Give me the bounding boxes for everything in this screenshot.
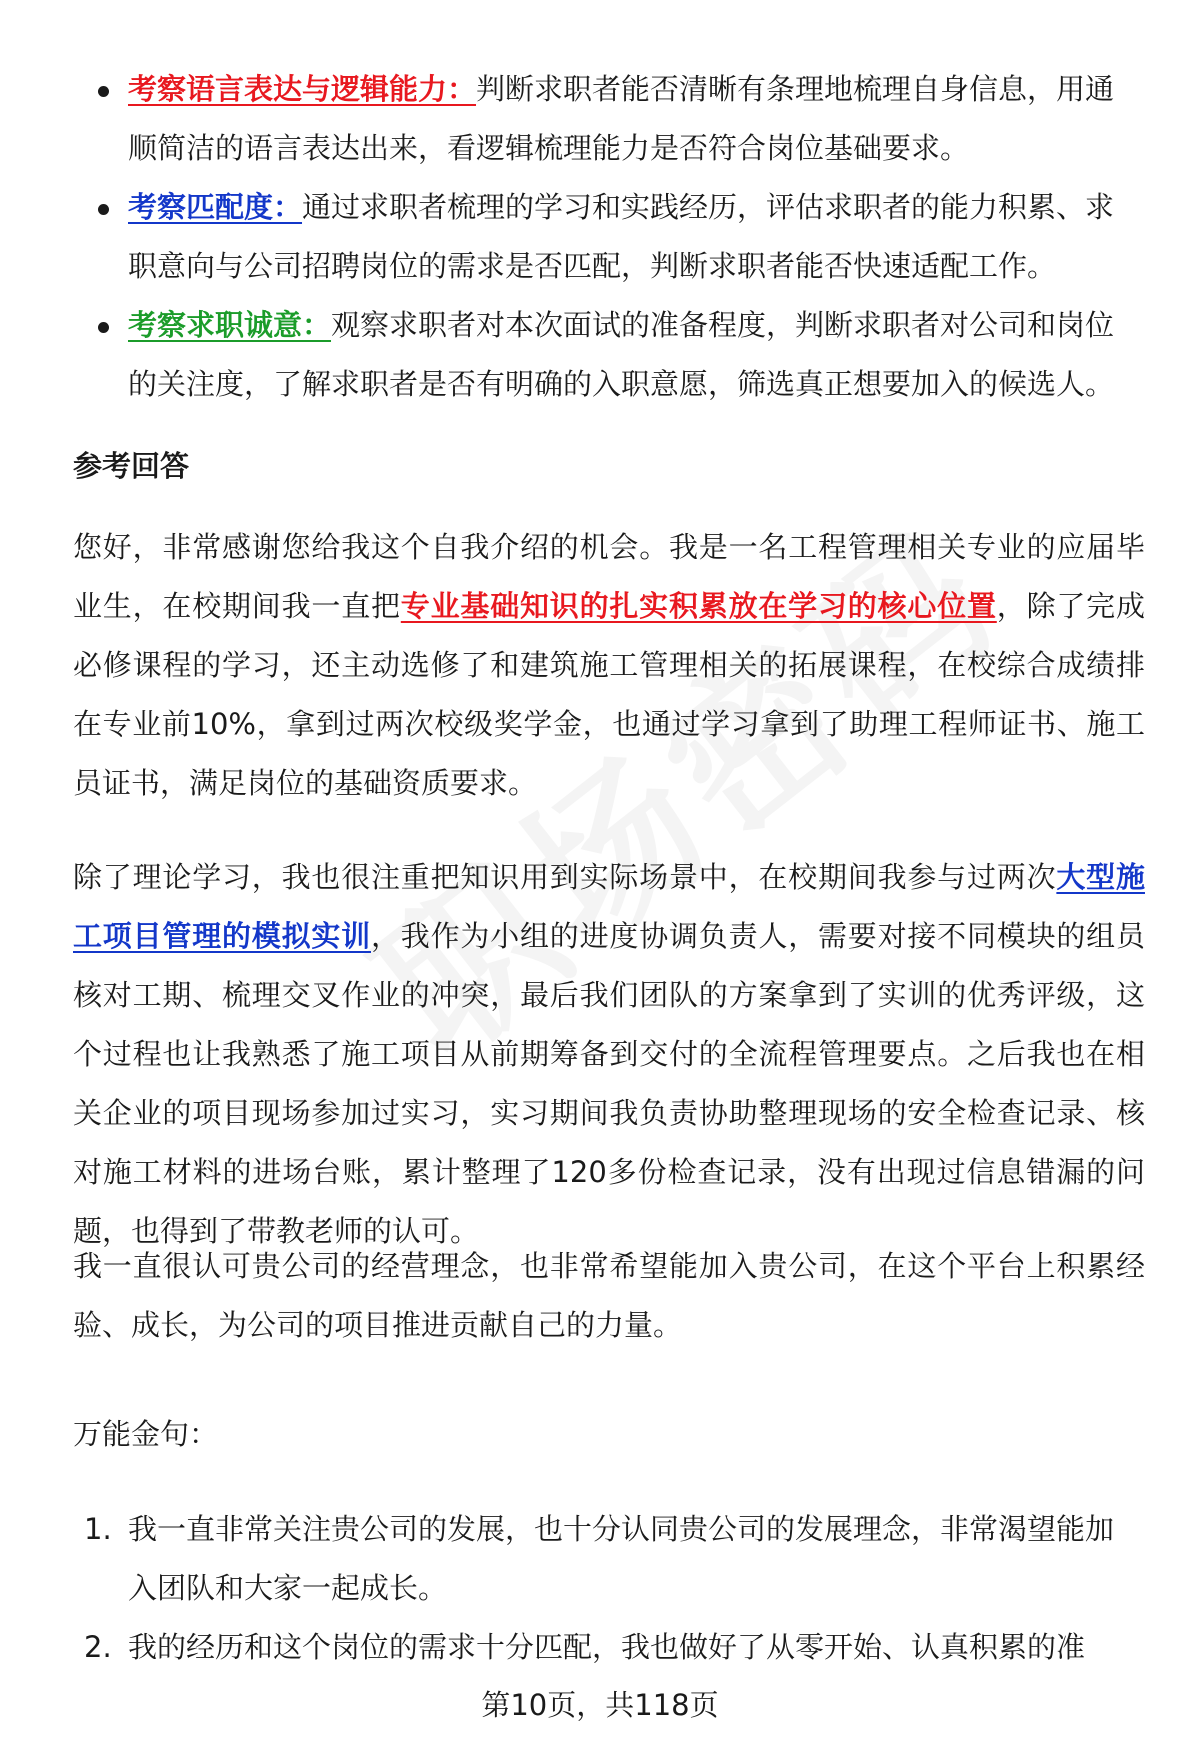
bullet-label: 考察匹配度： (128, 190, 303, 224)
bullet-label: 考察语言表达与逻辑能力： (128, 72, 477, 106)
evaluation-points-list (0, 60, 1200, 414)
golden-sentences-list (0, 1500, 1200, 1677)
page-number: 第10页，共118页 (481, 1688, 719, 1722)
highlight-text: 大型施工项目管理的模拟实训 (73, 860, 1145, 953)
item-text: 我的经历和这个岗位的需求十分匹配，我也做好了从零开始、认真积累的准 (128, 1630, 1086, 1664)
bullet-text: 判断求职者能否清晰有条理地梳理自身信息，用通顺简洁的语言表达出来，看逻辑梳理能力是否符合岗位基础要求。 (128, 72, 1115, 165)
paragraph-text: 您好，非常感谢您给我这个自我介绍的机会。我是一名工程管理相关专业的应届毕业生，在校期间我一直把 (73, 530, 1145, 623)
paragraph-text: ，我作为小组的进度协调负责人，需要对接不同模块的组员核对工期、梳理交叉作业的冲突，最后我们团队的方案拿到了实训的优秀评级，这个过程也让我熟悉了施工项目从前期筹备到交付的全流程管理要点。之后我也在相关企业的项目现场参加过实习，实习期间我负责协助整理现场的安全检查记录、核对施工材料的进场台账，累计整理了120多份检查记录，没有出现过信息错漏的问题，也得到了带教老师的认可。 (73, 919, 1145, 1248)
list-item (0, 178, 1200, 296)
list-item (0, 60, 1200, 178)
bullet-dot-icon (98, 204, 109, 215)
section-title: 参考回答 (73, 449, 190, 483)
paragraph-text: ，除了完成必修课程的学习，还主动选修了和建筑施工管理相关的拓展课程，在校综合成绩排在专业前10%，拿到过两次校级奖学金，也通过学习拿到了助理工程师证书、施工员证书，满足岗位的基础资质要求。 (73, 589, 1145, 800)
list-item (0, 1500, 1200, 1618)
paragraph-text: 除了理论学习，我也很注重把知识用到实际场景中，在校期间我参与过两次 (73, 860, 1057, 894)
list-item (0, 1618, 1200, 1677)
list-item (0, 296, 1200, 414)
bullet-label: 考察求职诚意： (128, 308, 332, 342)
item-number: 1. (84, 1512, 112, 1546)
golden-sentences-title: 万能金句： (73, 1417, 219, 1451)
highlight-text: 专业基础知识的扎实积累放在学习的核心位置 (400, 589, 997, 623)
bullet-text: 通过求职者梳理的学习和实践经历，评估求职者的能力积累、求职意向与公司招聘岗位的需求是否匹配，判断求职者能否快速适配工作。 (128, 190, 1115, 283)
answer-paragraph-3: 我一直很认可贵公司的经营理念，也非常希望能加入贵公司，在这个平台上积累经验、成长，为公司的项目推进贡献自己的力量。 (73, 1249, 1145, 1342)
bullet-dot-icon (98, 86, 109, 97)
answer-paragraph-1 (73, 518, 1145, 813)
bullet-text: 观察求职者对本次面试的准备程度，判断求职者对公司和岗位的关注度，了解求职者是否有明确的入职意愿，筛选真正想要加入的候选人。 (128, 308, 1115, 401)
item-text: 我一直非常关注贵公司的发展，也十分认同贵公司的发展理念，非常渴望能加入团队和大家一起成长。 (128, 1512, 1115, 1605)
answer-paragraph-2 (73, 848, 1145, 1261)
item-number: 2. (84, 1630, 112, 1664)
bullet-dot-icon (98, 322, 109, 333)
